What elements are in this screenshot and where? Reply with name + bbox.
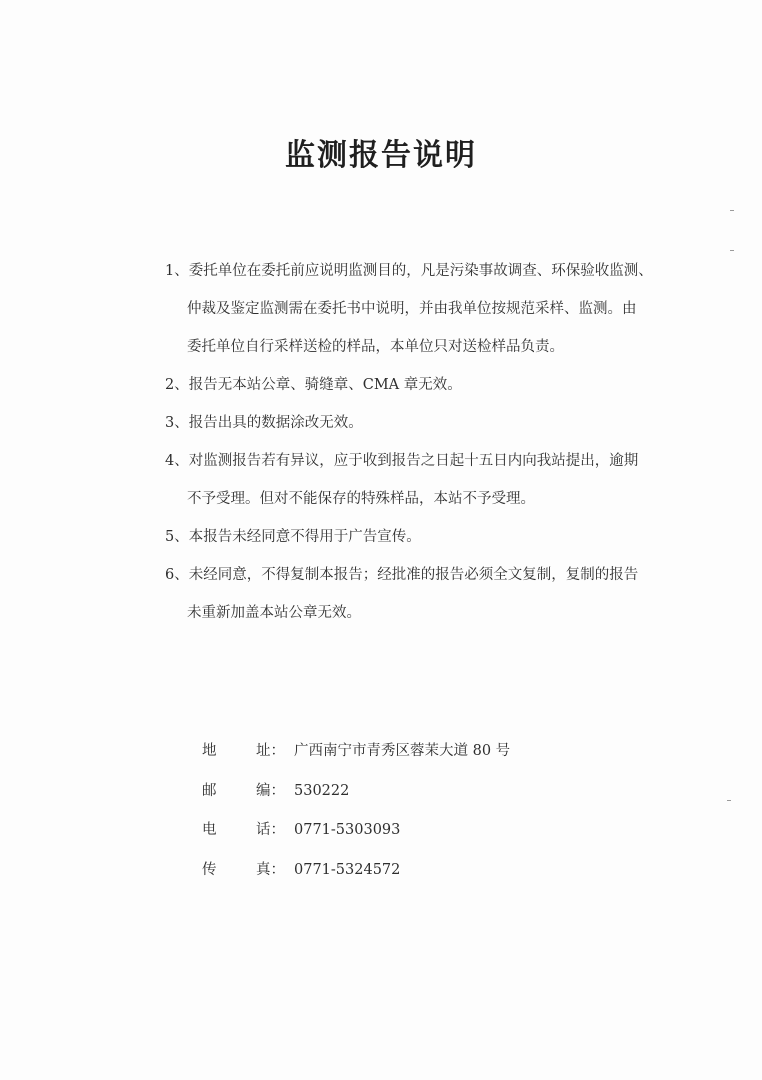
- contact-label-char: 话：: [256, 822, 285, 838]
- scan-speck: [727, 800, 731, 801]
- contact-postcode: [202, 778, 602, 818]
- note-line: 1、委托单位在委托前应说明监测目的，凡是污染事故调查、环保验收监测、: [165, 263, 653, 279]
- note-line: 仲裁及鉴定监测需在委托书中说明，并由我单位按规范采样、监测。由: [187, 301, 637, 317]
- note-line: 委托单位自行采样送检的样品，本单位只对送检样品负责。: [187, 339, 564, 355]
- contact-block: [202, 738, 602, 896]
- contact-label-char: 真：: [256, 861, 285, 878]
- contact-value: 广西南宁市青秀区蓉茉大道 80 号: [294, 743, 511, 759]
- contact-address: [202, 738, 602, 778]
- contact-phone: [202, 817, 602, 857]
- contact-value: 530222: [294, 782, 350, 799]
- contact-value: 0771-5324572: [294, 861, 401, 878]
- note-line: 6、未经同意，不得复制本报告；经批准的报告必须全文复制，复制的报告: [165, 567, 639, 583]
- note-item-4: [165, 448, 685, 524]
- contact-label-char: 地: [202, 743, 217, 759]
- note-line: 5、本报告未经同意不得用于广告宣传。: [165, 529, 421, 545]
- contact-label-char: 编：: [256, 782, 285, 799]
- note-item-1: [165, 258, 685, 372]
- notes-list: [165, 258, 685, 638]
- note-line: 未重新加盖本站公章无效。: [187, 605, 361, 621]
- contact-label-char: 址：: [256, 743, 285, 759]
- contact-label-char: 传: [202, 861, 217, 878]
- note-line: 4、对监测报告若有异议，应于收到报告之日起十五日内向我站提出，逾期: [165, 453, 639, 469]
- note-item-2: [165, 372, 685, 410]
- note-item-5: [165, 524, 685, 562]
- note-line: 不予受理。但对不能保存的特殊样品，本站不予受理。: [187, 491, 535, 507]
- contact-value: 0771-5303093: [294, 822, 401, 838]
- contact-label-char: 邮: [202, 782, 217, 799]
- scan-speck: [730, 210, 734, 211]
- note-item-3: [165, 410, 685, 448]
- note-line: 2、报告无本站公章、骑缝章、CMA 章无效。: [165, 377, 462, 393]
- contact-fax: [202, 857, 602, 897]
- page-title: 监测报告说明: [285, 138, 477, 173]
- note-item-6: [165, 562, 685, 638]
- contact-label-char: 电: [202, 822, 217, 838]
- scan-speck: [730, 250, 734, 251]
- note-line: 3、报告出具的数据涂改无效。: [165, 415, 363, 431]
